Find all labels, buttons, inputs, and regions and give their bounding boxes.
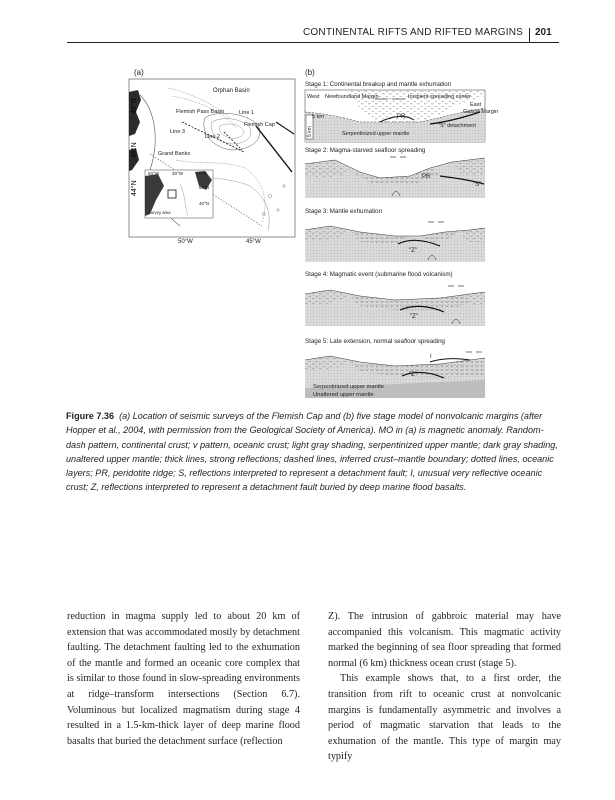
stage-3-label-z: "Z" [409, 248, 417, 254]
lat-label-44: 44°N [131, 180, 138, 196]
body-left-column [67, 609, 300, 749]
figure-caption [66, 409, 560, 495]
stage-2-label-s: "S" [473, 182, 482, 188]
panel-b-label: (b) [305, 68, 315, 77]
stage-2-title: Stage 2: Magma-starved seafloor spreading [305, 147, 426, 154]
map-label-line-3: Line 3 [170, 129, 185, 135]
lat-label-46: 46°N [131, 142, 138, 158]
caption-title: Figure 7.36 [66, 411, 115, 421]
stage-2-label-pr: PR [422, 174, 431, 180]
stage-5-label-i: I [430, 354, 432, 360]
stage-1-label-galicia: Galicia Margin [463, 109, 499, 115]
map-label-line-2: Line 2 [205, 134, 220, 140]
stage-1-title: Stage 1: Continental breakup and mantle exhumation [305, 81, 452, 88]
lon-label-50: 50°W [178, 239, 193, 245]
inset-label-60n: 60°N [199, 185, 210, 190]
stage-3-section [305, 222, 485, 262]
lon-label-45: 45°W [246, 239, 261, 245]
inset-label-10w: 10°W [196, 171, 208, 176]
page-number: 201 [535, 27, 552, 38]
map-label-flemish-cap: Flemish Cap [244, 122, 275, 128]
stage-1-label-east: East [470, 102, 482, 108]
stage-1-label-vertical-scale: 5 km [307, 126, 313, 137]
panel-a-label: (a) [134, 68, 144, 77]
inset-label-50w: 50°W [148, 171, 160, 176]
map-label-flemish-pass-basin: Flemish Pass Basin [176, 109, 225, 115]
inset-label-40n: 40°N [199, 201, 210, 206]
caption-text: (a) Location of seismic surveys of the Flemish Cap and (b) five stage model of nonvolcanic margins (after Hopper et al., 2004, with permission from the Geological Society of America). MO in (a) is magnetic anomaly. Random-dash pattern, continental crust; v pattern, oceanic crust; light gray shading, serpentinized upper mantle; dark gray shading, unaltered upper mantle; thick lines, strong reflections; dashed lines, inferred crust–mantle boundary; dotted lines, oceanic layers; PR, peridotite ridge; S, reflections interpreted to represent a detachment fault; I, unusual very reflective oceanic crust; Z, reflections interpreted to represent a detachment fault buried by deep marine flood basalts. [66, 411, 558, 493]
right-column-paragraph-2: This example shows that, to a first order, the transition from rift to oceanic crust at nonvolcanic margins is fundamentally asymmetric and involves a period of magmatic starvation that leads to the exhumation of the mantle. This type of margin may typify [328, 673, 561, 763]
stage-4-title: Stage 4: Magmatic event (submarine flood volcanism) [305, 271, 453, 278]
running-head: CONTINENTAL RIFTS AND RIFTED MARGINS [303, 27, 523, 38]
stage-5-label-unaltered: Unaltered upper mantle [313, 392, 374, 398]
stage-1-label-west: West [307, 94, 320, 100]
map-label-orphan-basin: Orphan Basin [213, 88, 250, 94]
inset-label-30w: 30°W [172, 171, 184, 176]
stage-1-label-spreading-center: Incipient spreading center [408, 94, 471, 100]
stage-5-title: Stage 5: Late extension, normal seafloor spreading [305, 338, 445, 345]
stage-2-section [305, 157, 485, 198]
lat-label-48: 48°N [131, 98, 138, 114]
stage-5-label-z: "Z" [409, 372, 417, 378]
stage-1-label-mantle: Serpentinized upper mantle [342, 131, 410, 137]
stage-4-label-z: "Z" [410, 314, 418, 320]
map-label-grand-banks: Grand Banks [158, 151, 191, 157]
map-label-line-1: Line 1 [239, 110, 254, 116]
stage-5-label-serpentinized: Serpentinized upper mantle [313, 384, 384, 390]
stage-3-title: Stage 3: Mantle exhumation [305, 208, 383, 215]
stage-1-label-pr: PR [397, 114, 406, 120]
stage-1-label-scale: 5 km [312, 114, 324, 120]
inset-label-survey-area: Survey area [148, 210, 171, 215]
stage-1-label-newfoundland: Newfoundland Margin [325, 94, 379, 100]
right-column-paragraph-1: Z). The intrusion of gabbroic material may have accompanied this volcanism. This magmatic activity marked the beginning of sea floor spreading that formed normal (6 km) thickness ocean crust (stage 5). [328, 611, 561, 669]
body-right-column [328, 609, 561, 765]
stage-4-section [305, 286, 485, 326]
stage-1-label-detachment: "S" detachment [438, 123, 476, 129]
left-column-paragraph: reduction in magma supply led to about 20 km of extension that was accommodated mostly by detachment faulting. The detachment faulting led to the exhumation of the mantle and formed an oceanic core complex that is similar to those found in slow-spreading environments at ridge–transform intersections (Section 6.7). Voluminous but localized magmatism during stage 4 resulted in a 1.5-km-thick layer of deep marine flood basalts that buried the detachment surface (reflection [67, 611, 300, 747]
